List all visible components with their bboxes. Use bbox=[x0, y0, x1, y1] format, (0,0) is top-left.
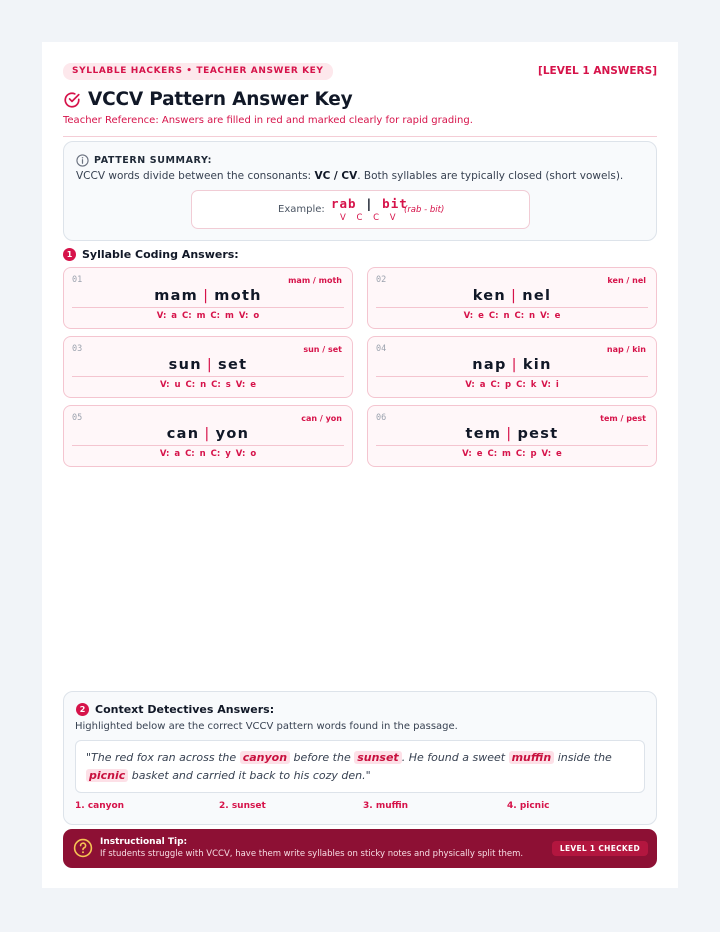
card-divider bbox=[376, 307, 648, 308]
answer-item: 1. canyon bbox=[75, 801, 125, 811]
answer-key-page bbox=[42, 42, 678, 888]
syllable-divider: | bbox=[511, 288, 518, 304]
reading-passage bbox=[75, 740, 645, 793]
answer-item: 2. sunset bbox=[219, 801, 266, 811]
answer-list bbox=[75, 801, 647, 813]
answer-card bbox=[367, 336, 657, 398]
card-word bbox=[64, 288, 352, 304]
example-pattern: V C C V bbox=[340, 213, 400, 223]
summary-text-part: VCCV words divide between the consonants: bbox=[76, 170, 315, 182]
answer-item: 4. picnic bbox=[507, 801, 550, 811]
card-letter-codes: V: e C: n C: n V: e bbox=[463, 311, 561, 321]
card-number: 06 bbox=[376, 413, 387, 423]
highlighted-answer-word: canyon bbox=[240, 751, 290, 764]
syllable-divider: | bbox=[203, 288, 210, 304]
summary-title: PATTERN SUMMARY: bbox=[94, 155, 213, 166]
section-number-badge: 1 bbox=[63, 248, 76, 261]
passage-text: "The red fox ran across the bbox=[86, 751, 240, 764]
syllable-2: moth bbox=[214, 288, 262, 304]
summary-text-bold: VC / CV bbox=[314, 170, 358, 182]
syllable-2: set bbox=[218, 357, 248, 373]
help-circle-icon bbox=[73, 838, 93, 858]
syllable-1: sun bbox=[168, 357, 202, 373]
passage-text: . He found a sweet bbox=[401, 751, 509, 764]
card-answer-key: ken / nel bbox=[607, 276, 646, 285]
example-label: Example: bbox=[278, 204, 325, 215]
card-divider bbox=[72, 307, 344, 308]
syllable-divider: | bbox=[506, 426, 513, 442]
card-answer-key: tem / pest bbox=[600, 414, 646, 423]
syllable-1: mam bbox=[154, 288, 199, 304]
page-title: VCCV Pattern Answer Key bbox=[88, 89, 353, 110]
card-number: 04 bbox=[376, 344, 387, 354]
card-divider bbox=[72, 376, 344, 377]
level-checked-badge: LEVEL 1 CHECKED bbox=[552, 841, 648, 856]
summary-text-part: . Both syllables are typically closed (short vowels). bbox=[357, 170, 624, 182]
syllable-1: nap bbox=[472, 357, 507, 373]
highlighted-answer-word: picnic bbox=[86, 769, 128, 782]
example-word bbox=[331, 196, 408, 211]
answer-card bbox=[63, 267, 353, 329]
answer-card bbox=[63, 405, 353, 467]
card-divider bbox=[72, 445, 344, 446]
answer-item: 3. muffin bbox=[363, 801, 409, 811]
card-answer-key: nap / kin bbox=[606, 345, 646, 354]
card-number: 02 bbox=[376, 275, 387, 285]
card-word bbox=[368, 426, 656, 442]
highlighted-answer-word: muffin bbox=[509, 751, 555, 764]
example-syllable-2: bit bbox=[382, 196, 408, 211]
syllable-1: tem bbox=[465, 426, 502, 442]
example-box bbox=[191, 190, 530, 229]
answer-card bbox=[367, 267, 657, 329]
card-letter-codes: V: a C: m C: m V: o bbox=[156, 311, 260, 321]
passage-text: basket and carried it back to his cozy den." bbox=[128, 769, 371, 782]
syllable-1: can bbox=[166, 426, 200, 442]
summary-text bbox=[76, 170, 623, 182]
syllable-2: pest bbox=[517, 426, 559, 442]
card-answer-key: mam / moth bbox=[288, 276, 342, 285]
example-separator: | bbox=[365, 196, 374, 211]
card-answer-key: sun / set bbox=[303, 345, 342, 354]
syllable-divider: | bbox=[511, 357, 518, 373]
syllable-2: yon bbox=[215, 426, 250, 442]
card-word bbox=[368, 357, 656, 373]
tip-title: Instructional Tip: bbox=[100, 837, 188, 847]
section-description: Highlighted below are the correct VCCV pattern words found in the passage. bbox=[75, 721, 458, 732]
check-circle-icon bbox=[63, 91, 81, 109]
answer-card bbox=[367, 405, 657, 467]
highlighted-answer-word: sunset bbox=[354, 751, 401, 764]
level-tag: [LEVEL 1 ANSWERS] bbox=[538, 65, 657, 77]
context-detectives-box bbox=[63, 691, 657, 825]
eyebrow-badge: SYLLABLE HACKERS • TEACHER ANSWER KEY bbox=[63, 63, 333, 80]
card-answer-key: can / yon bbox=[301, 414, 342, 423]
card-letter-codes: V: a C: n C: y V: o bbox=[159, 449, 257, 459]
answer-card bbox=[63, 336, 353, 398]
tip-text: If students struggle with VCCV, have them write syllables on sticky notes and physically split them. bbox=[100, 849, 524, 859]
example-note: (rab - bit) bbox=[404, 205, 445, 215]
passage-text: inside the bbox=[554, 751, 612, 764]
syllable-1: ken bbox=[472, 288, 507, 304]
card-letter-codes: V: a C: p C: k V: i bbox=[465, 380, 559, 390]
card-letter-codes: V: u C: n C: s V: e bbox=[159, 380, 257, 390]
card-divider bbox=[376, 445, 648, 446]
syllable-divider: | bbox=[204, 426, 211, 442]
passage-text: before the bbox=[290, 751, 355, 764]
card-number: 03 bbox=[72, 344, 83, 354]
card-divider bbox=[376, 376, 648, 377]
example-syllable-1: rab bbox=[331, 196, 357, 211]
card-word bbox=[64, 357, 352, 373]
card-word bbox=[64, 426, 352, 442]
section-number-badge: 2 bbox=[76, 703, 89, 716]
card-number: 05 bbox=[72, 413, 83, 423]
card-word bbox=[368, 288, 656, 304]
syllable-2: nel bbox=[522, 288, 552, 304]
section-title: Context Detectives Answers: bbox=[95, 703, 275, 716]
section-title: Syllable Coding Answers: bbox=[82, 248, 239, 261]
card-number: 01 bbox=[72, 275, 83, 285]
syllable-2: kin bbox=[522, 357, 552, 373]
header-row bbox=[63, 63, 657, 81]
info-icon bbox=[76, 154, 89, 167]
page-subtitle: Teacher Reference: Answers are filled in red and marked clearly for rapid grading. bbox=[63, 115, 473, 126]
card-letter-codes: V: e C: m C: p V: e bbox=[462, 449, 562, 459]
pattern-summary-box bbox=[63, 141, 657, 241]
header-divider bbox=[63, 136, 657, 137]
syllable-divider: | bbox=[206, 357, 214, 373]
instructional-tip-banner bbox=[63, 829, 657, 868]
